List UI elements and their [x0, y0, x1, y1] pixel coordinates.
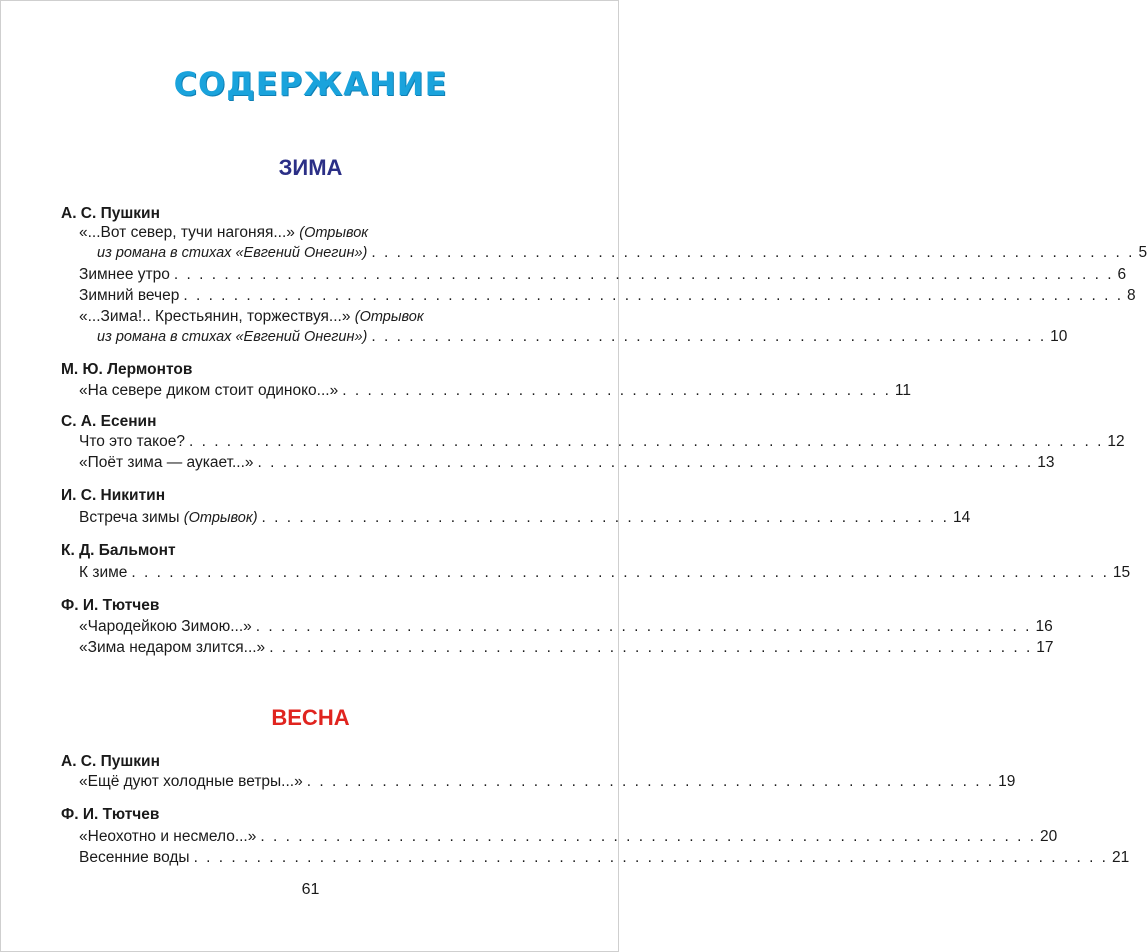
toc-entry[interactable]: [79, 508, 971, 528]
author-lermontov: М. Ю. Лермонтов: [61, 361, 193, 378]
entry-note: (Отрывок): [183, 510, 258, 526]
entry-page-number: 13: [1037, 454, 1055, 471]
entry-title: «...Вот север, тучи нагоняя...»: [79, 224, 295, 241]
toc-entry[interactable]: [79, 307, 1068, 347]
page-number: 61: [301, 881, 320, 898]
leader-dots: . . . . . . . . . . . . . . . . . . . . . . . . . . . . . . . . . . . . . . . . . . . . . . . . . . . . . . . . . . . . . . . . . . . . . . . . . . . . . .: [131, 564, 1109, 581]
leader-dots: . . . . . . . . . . . . . . . . . . . . . . . . . . . . . . . . . . . . . . . . . . . . . . . . . . . . . . . . . . . . .: [371, 244, 1135, 261]
entry-note: из романа в стихах «Евгений Онегин»): [97, 245, 368, 261]
section-heading-spring: ВЕСНА: [271, 705, 350, 730]
entry-note: (Отрывок: [299, 225, 369, 241]
author-nikitin: И. С. Никитин: [61, 487, 166, 504]
leader-dots: . . . . . . . . . . . . . . . . . . . . . . . . . . . . . . . . . . . . . . . . . . . . . . . . . . . . . . . . . . . . . . . . . . . . . . . . . . .: [183, 287, 1123, 304]
toc-entry[interactable]: [79, 617, 1053, 637]
entry-page-number: 16: [1035, 618, 1053, 635]
leader-dots: . . . . . . . . . . . . . . . . . . . . . . . . . . . . . . . . . . . . . . . . . . . . . . . . . . . . . . . . . . . . . .: [260, 828, 1037, 845]
toc-entry[interactable]: [79, 638, 1054, 658]
entry-page-number: 10: [1050, 328, 1068, 345]
leader-dots: . . . . . . . . . . . . . . . . . . . . . . . . . . . . . . . . . . . . . . . . . . . . . . . . . . . . . . .: [261, 509, 949, 526]
entry-page-number: 21: [1112, 849, 1130, 866]
toc-entry[interactable]: [79, 265, 1127, 285]
leader-dots: . . . . . . . . . . . . . . . . . . . . . . . . . . . . . . . . . . . . . . . . . . . . . . . . . . . . . . . . . . . . . . . . . . . . . . . . .: [188, 433, 1104, 450]
page-title: СОДЕРЖАНИЕ: [173, 65, 448, 103]
author-balmont: К. Д. Бальмонт: [61, 542, 176, 559]
leader-dots: . . . . . . . . . . . . . . . . . . . . . . . . . . . . . . . . . . . . . . . . . . . .: [342, 382, 891, 399]
entry-note: из романа в стихах «Евгений Онегин»): [97, 329, 368, 345]
leader-dots: . . . . . . . . . . . . . . . . . . . . . . . . . . . . . . . . . . . . . . . . . . . . . . . . . . . . . . . . . . . . .: [269, 639, 1033, 656]
section-heading-winter: ЗИМА: [278, 155, 343, 180]
entry-title: «Поёт зима — аукает...»: [79, 454, 254, 471]
entry-page-number: 17: [1036, 639, 1054, 656]
entry-title: «Зима недаром злится...»: [79, 639, 266, 656]
entry-title: «...Зима!.. Крестьянин, торжествуя...»: [79, 308, 351, 325]
entry-page-number: 19: [998, 773, 1016, 790]
entry-title: «Ещё дуют холодные ветры...»: [79, 773, 303, 790]
entry-note: (Отрывок: [354, 309, 424, 325]
leader-dots: . . . . . . . . . . . . . . . . . . . . . . . . . . . . . . . . . . . . . . . . . . . . . . . . . . . . . . . . . . . . . .: [255, 618, 1032, 635]
entry-title: Зимнее утро: [79, 266, 170, 283]
toc-entry[interactable]: [79, 453, 1055, 473]
entry-page-number: 8: [1127, 287, 1136, 304]
toc-entry[interactable]: [79, 772, 1016, 792]
entry-title: «Чародейкою Зимою...»: [79, 618, 252, 635]
toc-entry[interactable]: [79, 848, 1130, 868]
entry-title: Встреча зимы (Отрывок): [79, 509, 258, 526]
leader-dots: . . . . . . . . . . . . . . . . . . . . . . . . . . . . . . . . . . . . . . . . . . . . . . . . . . . . . .: [371, 328, 1047, 345]
entry-title: «На севере диком стоит одиноко...»: [79, 382, 339, 399]
leader-dots: . . . . . . . . . . . . . . . . . . . . . . . . . . . . . . . . . . . . . . . . . . . . . . . . . . . . . . . . . . . . . . . . . . . . . . . . .: [193, 849, 1108, 866]
toc-entry[interactable]: [79, 286, 1136, 306]
entry-title: Что это такое?: [79, 433, 185, 450]
entry-title: Зимний вечер: [79, 287, 180, 304]
toc-entry[interactable]: [79, 432, 1125, 452]
author-pushkin-spring: А. С. Пушкин: [61, 753, 160, 770]
author-esenin: С. А. Есенин: [61, 413, 157, 430]
entry-page-number: 6: [1117, 266, 1127, 283]
entry-page-number: 14: [952, 509, 971, 526]
entry-title: «Неохотно и несмело...»: [79, 828, 257, 845]
entry-title: Весенние воды: [79, 849, 190, 866]
leader-dots: . . . . . . . . . . . . . . . . . . . . . . . . . . . . . . . . . . . . . . . . . . . . . . . . . . . . . . . . . . . . . .: [257, 454, 1034, 471]
entry-title: К зиме: [79, 564, 128, 581]
author-tyutchev-spring: Ф. И. Тютчев: [61, 806, 160, 823]
author-pushkin-winter: А. С. Пушкин: [61, 205, 160, 222]
leader-dots: . . . . . . . . . . . . . . . . . . . . . . . . . . . . . . . . . . . . . . . . . . . . . . . . . . . . . . .: [306, 773, 995, 790]
toc-entry[interactable]: [79, 827, 1058, 847]
toc-entry[interactable]: [79, 563, 1131, 583]
toc-entry[interactable]: [79, 381, 911, 401]
toc-entry[interactable]: [79, 223, 1147, 263]
entry-page-number: 20: [1040, 828, 1058, 845]
entry-page-number: 12: [1107, 433, 1125, 450]
entry-page-number: 11: [894, 382, 911, 399]
entry-page-number: 15: [1112, 564, 1131, 581]
leader-dots: . . . . . . . . . . . . . . . . . . . . . . . . . . . . . . . . . . . . . . . . . . . . . . . . . . . . . . . . . . . . . . . . . . . . . . . . . . .: [173, 266, 1114, 283]
entry-page-number: 5: [1138, 244, 1147, 261]
author-tyutchev-winter: Ф. И. Тютчев: [61, 597, 160, 614]
